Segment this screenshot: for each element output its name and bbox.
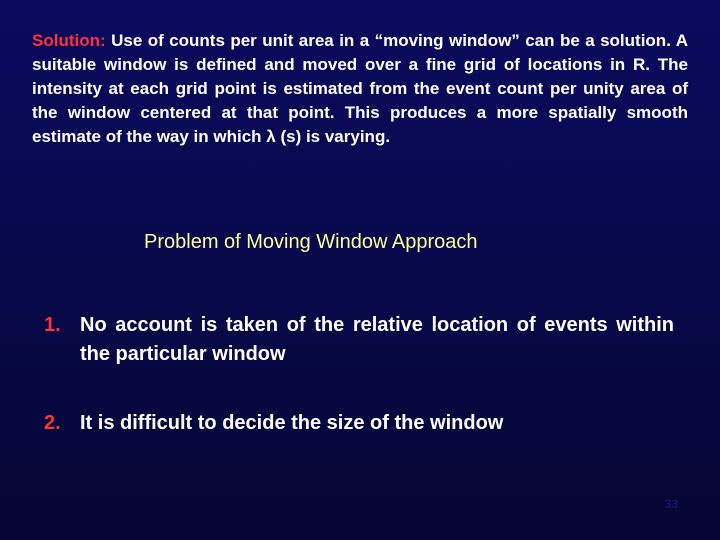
page-number: 33 [664,497,678,511]
solution-paragraph [32,29,688,149]
solution-label: Solution: [32,31,106,50]
problem-item-1 [44,311,674,369]
problem-number-1: 1. [44,314,61,336]
problem-text-1: No account is taken of the relative location of events within the particular window [80,314,674,365]
solution-text: Use of counts per unit area in a “moving window” can be a solution. A suitable window is defined and moved over a fine grid of locations in R. The intensity at each grid point is estimated from the event count per unity area of the window centered at that point. This produces a more spatially smooth estimate of the way in which λ (s) is varying. [32,31,688,146]
section-subtitle: Problem of Moving Window Approach [144,231,478,253]
problem-number-2: 2. [44,412,61,434]
problem-text-2: It is difficult to decide the size of the window [80,412,504,434]
problem-item-2 [44,409,674,438]
